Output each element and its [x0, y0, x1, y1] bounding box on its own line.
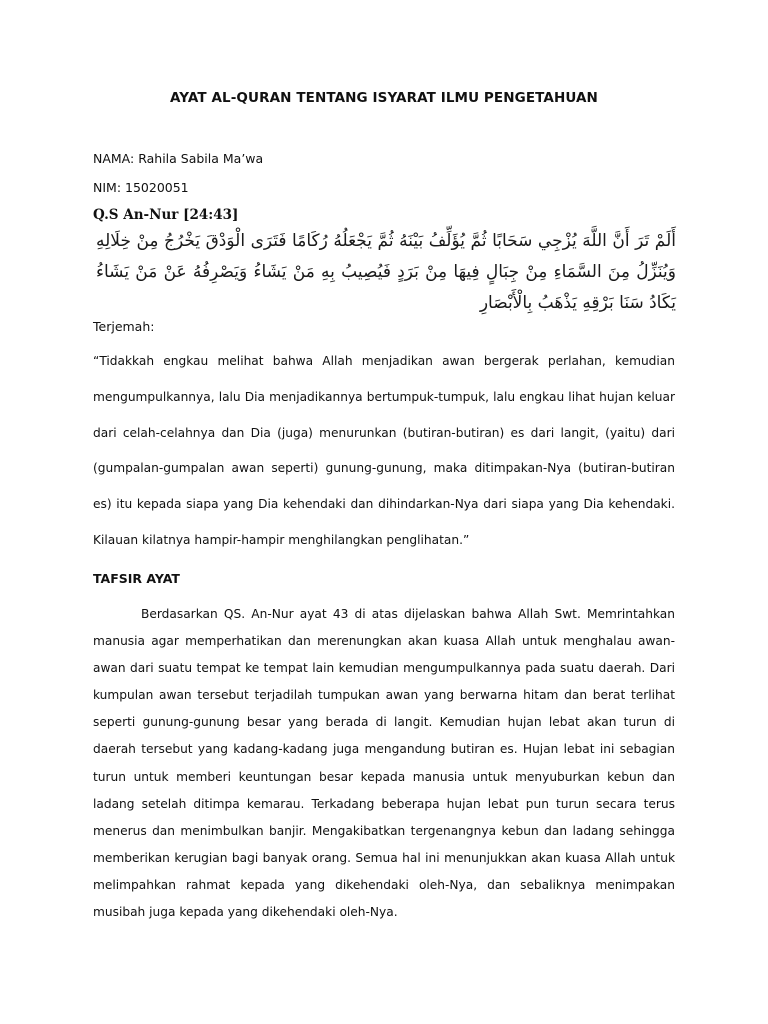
tafsir-heading: TAFSIR AYAT [93, 571, 180, 586]
translation-text: “Tidakkah engkau melihat bahwa Allah menjadikan awan bergerak perlahan, kemudian mengumpulkannya, lalu Dia menjadikannya bertumpuk-tumpuk, lalu engkau lihat hujan keluar dari celah-celahnya dan Dia (juga) menurunkan (butiran-butiran) es dari langit, (yaitu) dari (gumpalan-gumpalan awan seperti) gunung-gunung, maka ditimpakan-Nya (butiran-butiran es) itu kepada siapa yang Dia kehendaki dan dihindarkan-Nya dari siapa yang Dia kehendaki. Kilauan kilatnya hampir-hampir menghilangkan penglihatan.” [93, 354, 675, 547]
surah-reference: Q.S An-Nur [24:43] [93, 207, 239, 223]
tafsir-paragraph: Berdasarkan QS. An-Nur ayat 43 di atas dijelaskan bahwa Allah Swt. Memrintahkan manusia agar memperhatikan dan merenungkan akan kuasa Allah untuk menghalau awan-awan dari suatu tempat ke tempat lain kemudian mengumpulkannya pada suatu daerah. Dari kumpulan awan tersebut terjadilah tumpukan awan yang berwarna hitam dan berat terlihat seperti gunung-gunung besar yang berada di langit. Kemudian hujan lebat akan turun di daerah tersebut yang kadang-kadang juga mengandung butiran es. Hujan lebat ini sebagian turun untuk memberi keuntungan besar kepada manusia untuk menyuburkan kebun dan ladang setelah ditimpa kemarau. Terkadang beberapa hujan lebat pun turun secara terus menerus dan menimbulkan banjir. Mengakibatkan tergenangnya kebun dan ladang sehingga memberikan kerugian bagi banyak orang. Semua hal ini menunjukkan akan kuasa Allah untuk melimpahkan rahmat kepada yang dikehendaki oleh-Nya, dan sebaliknya menimpakan musibah juga kepada yang dikehendaki oleh-Nya. [93, 607, 675, 920]
document-title: AYAT AL-QURAN TENTANG ISYARAT ILMU PENGETAHUAN [170, 90, 598, 106]
arabic-verse: أَلَمْ تَرَ أَنَّ اللَّهَ يُزْجِي سَحَابًا ثُمَّ يُؤَلِّفُ بَيْنَهُ ثُمَّ يَجْعَلُهُ رُكَامًا فَتَرَى الْوَدْقَ يَخْرُجُ مِنْ خِلَالِهِ وَيُنَزِّلُ مِنَ السَّمَاءِ مِنْ جِبَالٍ فِيهَا مِنْ بَرَدٍ فَيُصِيبُ بِهِ مَنْ يَشَاءُ وَيَصْرِفُهُ عَنْ مَنْ يَشَاءُ يَكَادُ سَنَا بَرْقِهِ يَذْهَبُ بِالْأَبْصَارِ [96, 231, 676, 313]
student-nim: NIM: 15020051 [93, 180, 189, 195]
translation-label: Terjemah: [93, 319, 155, 334]
student-name: NAMA: Rahila Sabila Ma’wa [93, 151, 264, 166]
